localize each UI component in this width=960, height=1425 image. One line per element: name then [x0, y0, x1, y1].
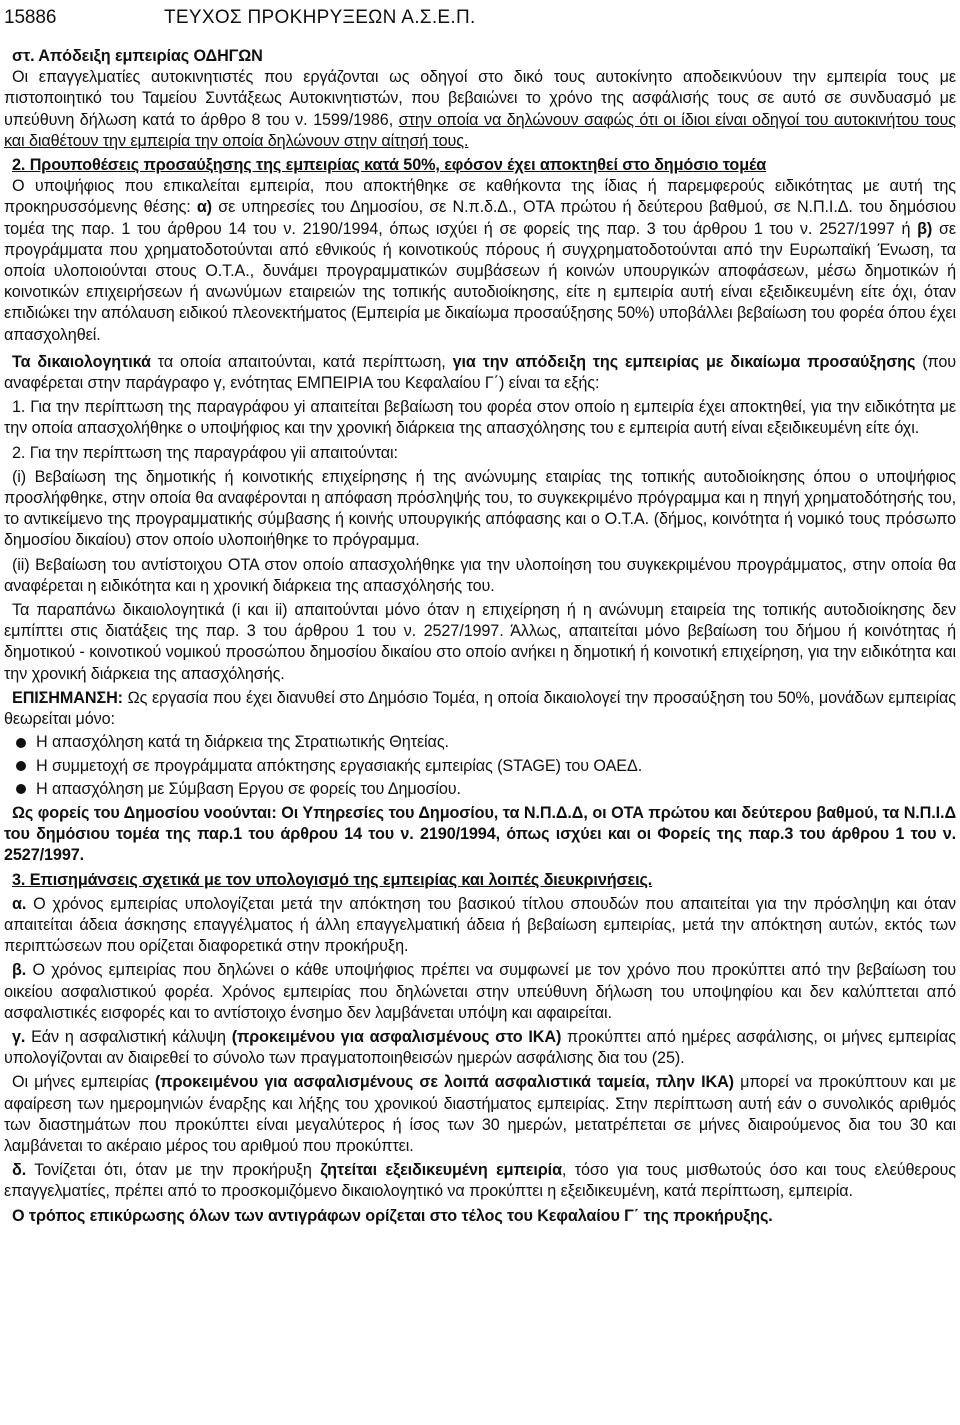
section-2-paragraph-6: (ii) Βεβαίωση του αντίστοιχου ΟΤΑ στον οποίο απασχολήθηκε για την υλοποίηση του συγκεκριμένου προγράμματος, στην οποία θα αναφέρεται η ειδικότητα και η χρονική διάρκεια της απασχόλησής του.	[4, 555, 956, 595]
section-2-paragraph-3: 1. Για την περίπτωση της παραγράφου yi απαιτείται βεβαίωση του φορέα στον οποίο η εμπειρία έχει αποκτηθεί, για την ειδικότητα με την οποία απασχολήθηκε ο υποψήφιος και την χρονική διάρκεια της απασχόλησης του ε εμπειρία αυτή είναι εξειδικευμένη είτε όχι.	[4, 398, 956, 438]
bullet-icon	[16, 761, 26, 771]
section-st-title: στ. Απόδειξη εμπειρίας ΟΔΗΓΩΝ	[12, 47, 263, 65]
section-3-item-a: α. Ο χρόνος εμπειρίας υπολογίζεται μετά την απόκτηση του βασικού τίτλου σπουδών που απαιτείται για την πρόσληψη και όταν απαιτείται άδεια άσκησης επαγγέλματος ή άλλη επαγγελματική άδεια ή βεβαίωση εμπειρίας, μετά την απόκτηση αυτών, εκτός των περιπτώσεων που ορίζεται διαφορετικά στην προκήρυξη.	[4, 894, 956, 956]
list-item: Η απασχόληση με Σύμβαση Εργου σε φορείς του Δημοσίου.	[4, 779, 956, 800]
bullet-icon	[16, 738, 26, 748]
section-3-title: 3. Επισημάνσεις σχετικά με τον υπολογισμό της εμπειρίας και λοιπές διευκρινήσεις.	[12, 870, 653, 889]
section-3-item-c-months: Οι μήνες εμπειρίας (προκειμένου για ασφαλισμένους σε λοιπά ασφαλιστικά ταμεία, πλην ΙΚΑ) μπορεί να προκύπτουν και με αφαίρεση των ημερομηνιών έναρξης και λήξης του χρονικού διαστήματος εμπειρίας. Στην περίπτωση αυτή εάν ο συνολικός αριθμός των διαστημάτων που προκύπτει είναι μεγαλύτερος ή ίσος των 30 ημερών, μετατρέπεται σε μήνες διαιρούμενος δια του 30 και λαμβάνεται το ακέραιο μέρος του αριθμού που προκύπτει.	[4, 1073, 957, 1155]
section-2-paragraph-4: 2. Για την περίπτωση της παραγράφου γii απαιτούνται:	[12, 443, 398, 462]
bullet-icon	[16, 784, 26, 794]
section-2-title: 2. Προυποθέσεις προσαύξησης της εμπειρίας κατά 50%, εφόσον έχει αποκτηθεί στο δημόσιο τομέα	[12, 156, 767, 175]
section-3-item-b: β. Ο χρόνος εμπειρίας που δηλώνει ο κάθε υποψήφιος πρέπει να συμφωνεί με τον χρόνο που προκύπτει από την βεβαίωση του οικείου ασφαλιστικού φορέα. Χρόνος εμπειρίας που δηλώνεται στην υπεύθυνη δήλωση του υποψηφίου και δεν καλύπτεται από ασφαλιστικές εισφορές και το αντίστοιχο ένσημο δεν λαμβάνεται υπόψη και αφαιρείται.	[4, 961, 956, 1022]
section-st-body: Οι επαγγελματίες αυτοκινητιστές που εργάζονται ως οδηγοί στο δικό τους αυτοκίνητο αποδεικνύουν την εμπειρία τους με πιστοποιητικό του Ταμείου Συντάξεως Αυτοκινητιστών, που βεβαιώνει το χρόνο της ασφάλισής τους σε αυτό σε συνδυασμό με υπεύθυνη δήλωση κατά το άρθρο 8 του ν. 1599/1986, στην οποία να δηλώνουν σαφώς ότι οι ίδιοι είναι οδηγοί του αυτοκινήτου τους και διαθέτουν την εμπειρία την οποία δηλώνουν στην αίτησή τους.	[4, 68, 956, 150]
public-bodies-definition: Ως φορείς του Δημοσίου νοούνται: Οι Υπηρεσίες του Δημοσίου, τα Ν.Π.Δ.Δ, οι ΟΤΑ πρώτου και δεύτερου βαθμού, τα Ν.Π.Ι.Δ του δημόσιου τομέα της παρ.1 του άρθρου 14 του ν. 2190/1994, όπως ισχύει και οι Φορείς της παρ.3 του άρθρου 1 του ν. 2527/1997.	[4, 803, 956, 865]
section-3-item-c: γ. Εάν η ασφαλιστική κάλυψη (προκειμένου για ασφαλισμένους στο ΙΚΑ) προκύπτει από ημέρες ασφάλισης, οι μήνες εμπειρίας υπολογίζονται αν διαιρεθεί το σύνολο των πραγματοποιηθεισών ημερών ασφάλισης δια του (25).	[4, 1027, 956, 1068]
page-header	[4, 6, 956, 32]
journal-title: ΤΕΥΧΟΣ ΠΡΟΚΗΡΥΞΕΩΝ Α.Σ.Ε.Π.	[164, 7, 476, 28]
section-2-paragraph-1: Ο υποψήφιος που επικαλείται εμπειρία, που αποκτήθηκε σε καθήκοντα της ίδιας ή παρεμφερούς ειδικότητας με αυτή της προκηρυσσόμενης θέσης: α) σε υπηρεσίες του Δημοσίου, σε Ν.π.δ.Δ., ΟΤΑ πρώτου ή δεύτερου βαθμού, σε Ν.Π.Ι.Δ. του δημόσιου τομέα της παρ. 1 του άρθρου 14 του ν. 2190/1994, όπως ισχύει ή σε φορείς της παρ. 3 του άρθρου 1 του ν. 2527/1997 ή β) σε προγράμματα που χρηματοδοτούνται από εθνικούς ή κοινοτικούς πόρους ή συγχρηματοδοτούνται από την Ευρωπαϊκή Ένωση, τα οποία υλοποιούνται στους Ο.Τ.Α., δυνάμει προγραμματικών συμβάσεων ή κοινών υπουργικών αποφάσεων, μέσω δημοτικών ή κοινοτικών επιχειρήσεων ή ανωνύμων εταιρειών της τοπικής αυτοδιοίκησης, είτε η εμπειρία αυτή είναι εξειδικευμένη είτε όχι, όταν επιδιώκει την απόλαυση ειδικού πλεονεκτήματος (Εμπειρία με δικαίωμα προσαύξησης 50%) υποβάλλει βεβαίωση του φορέα όπου έχει απασχοληθεί.	[4, 177, 956, 344]
section-2-note: ΕΠΙΣΗΜΑΝΣΗ: Ως εργασία που έχει διανυθεί στο Δημόσιο Τομέα, η οποία δικαιολογεί την προσαύξηση του 50%, μονάδων εμπειρίας θεωρείται μόνο:	[4, 688, 956, 729]
closing-note: Ο τρόπος επικύρωσης όλων των αντιγράφων ορίζεται στο τέλος του Κεφαλαίου Γ΄ της προκήρυξης.	[12, 1206, 773, 1225]
section-2-paragraph-2: Τα δικαιολογητικά τα οποία απαιτούνται, κατά περίπτωση, για την απόδειξη της εμπειρίας με δικαίωμα προσαύξησης (που αναφέρεται στην παράγραφο γ, ενότητας ΕΜΠΕΙΡΙΑ του Κεφαλαίου Γ΄) είναι τα εξής:	[4, 352, 956, 393]
list-item: Η συμμετοχή σε προγράμματα απόκτησης εργασιακής εμπειρίας (STAGE) του ΟΑΕΔ.	[4, 756, 956, 777]
section-3-item-d: δ. Τονίζεται ότι, όταν με την προκήρυξη ζητείται εξειδικευμένη εμπειρία, τόσο για τους μισθωτούς όσο και τους ελεύθερους επαγγελματίες, πρέπει από το προσκομιζόμενο δικαιολογητικό να προκύπτει η εξειδικευμένη, κατά περίπτωση, εμπειρία.	[4, 1161, 956, 1201]
page-number: 15886	[4, 7, 57, 28]
section-2-paragraph-5: (i) Βεβαίωση της δημοτικής ή κοινοτικής επιχείρησης ή της ανώνυμης εταιρίας της τοπικής αυτοδιοίκησης όπου ο υποψήφιος προσλήφθηκε, στην οποία θα αναφέρονται η απόφαση πρόσληψής του, το συγκεκριμένο πρόγραμμα και η πηγή χρηματοδότησής του, το αντικείμενο της προγραμματικής σύμβασης ή κοινής υπουργικής απόφασης και ο Ο.Τ.Α. (δήμος, κοινότητα ή νομικό τους πρόσωπο δημοσίου δικαίου) στον οποίο υλοποιήθηκε το πρόγραμμα.	[4, 467, 956, 550]
list-item: Η απασχόληση κατά τη διάρκεια της Στρατιωτικής Θητείας.	[4, 732, 956, 753]
section-2-paragraph-7: Τα παραπάνω δικαιολογητικά (i και ii) απαιτούνται μόνο όταν η επιχείρηση ή η ανώνυμη εταιρεία της τοπικής αυτοδιοίκησης δεν εμπίπτει στις διατάξεις της παρ. 3 του άρθρου 1 του ν. 2527/1997. Άλλως, απαιτείται μόνο βεβαίωση του δήμου ή κοινότητας ή δημοτικού - κοινοτικού νομικού προσώπου δημοσίου δικαίου στο οποίο ανήκει η δημοτική ή κοινοτική επιχείρηση, για την ειδικότητα και την χρονική διάρκεια της απασχόλησής.	[4, 601, 956, 683]
